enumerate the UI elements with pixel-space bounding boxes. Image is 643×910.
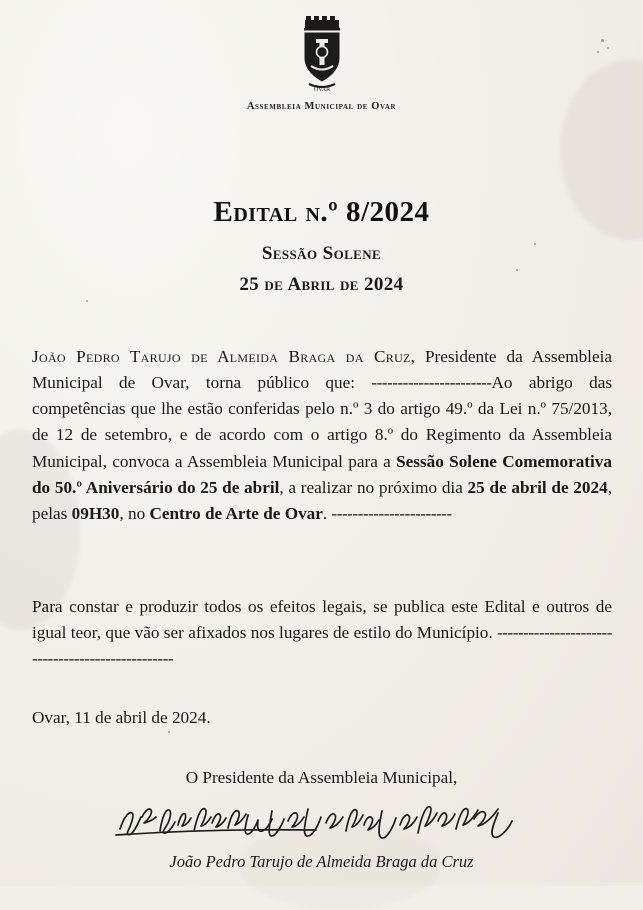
title-subtitle-date: 25 de Abril de 2024 xyxy=(239,274,404,295)
paragraph1-bold-venue: Centro de Arte de Ovar xyxy=(149,503,323,523)
paragraph1-dashes: ----------------------- xyxy=(371,373,492,393)
printed-signature-name: João Pedro Tarujo de Almeida Braga da Cruz xyxy=(169,852,474,871)
paragraph1-bold-time: 09H30 xyxy=(71,503,120,523)
paragraph2-dashes: ------------------------------------------------- xyxy=(32,623,612,669)
svg-text:OVAR: OVAR xyxy=(313,87,330,93)
paragraph1-rest-e: . xyxy=(322,503,332,523)
document-body xyxy=(32,344,612,547)
paragraph1-bold-session: Sessão Solene Comemorativa do 50.º Aniversário do 25 de abril xyxy=(32,451,612,497)
title-subtitle: Sessão Solene xyxy=(261,243,382,264)
document-header xyxy=(0,14,643,112)
organization-name: Assembleia Municipal de Ovar xyxy=(246,101,397,112)
title-block xyxy=(0,196,643,296)
paragraph1-rest-d: , no xyxy=(119,503,150,523)
document-closing xyxy=(32,594,612,672)
body-paragraph-1 xyxy=(32,344,612,527)
paragraph1-rest-c: , pelas xyxy=(32,477,612,523)
paragraph1-dashes-2: ----------------------- xyxy=(331,503,452,523)
municipal-coat-of-arms-icon xyxy=(285,14,359,99)
body-paragraph-2 xyxy=(32,594,612,672)
paper-speck xyxy=(168,731,170,733)
paragraph1-bold-date: 25 de abril de 2024 xyxy=(467,477,608,497)
paragraph1-rest-a: Ao abrigo das competências que lhe estão conferidas pelo n.º 3 do artigo 49.º da Lei n.º 75/2013, de 12 de setembro, e de acordo com o artigo 8.º do Regimento da Assembleia Municipal, convoca a Assembleia Municipal para a xyxy=(32,373,613,471)
paragraph2-text: Para constar e produzir todos os efeitos legais, se publica este Edital e outros de igual teor, que vão ser afixados nos lugares de estilo do Município. xyxy=(32,597,612,643)
president-name: João Pedro Tarujo de Almeida Braga da Cruz xyxy=(32,347,411,366)
paragraph1-rest-b: , a realizar no próximo dia xyxy=(279,477,468,497)
paragraph1-part1: , Presidente da Assembleia Municipal de Ovar, torna público que: xyxy=(32,347,612,393)
handwritten-signature xyxy=(0,795,643,852)
page-title: Edital n.º 8/2024 xyxy=(213,196,430,228)
signature-role: O Presidente da Assembleia Municipal, xyxy=(185,768,458,787)
paper-speck xyxy=(86,300,88,302)
place-and-date: Ovar, 11 de abril de 2024. xyxy=(32,708,211,727)
